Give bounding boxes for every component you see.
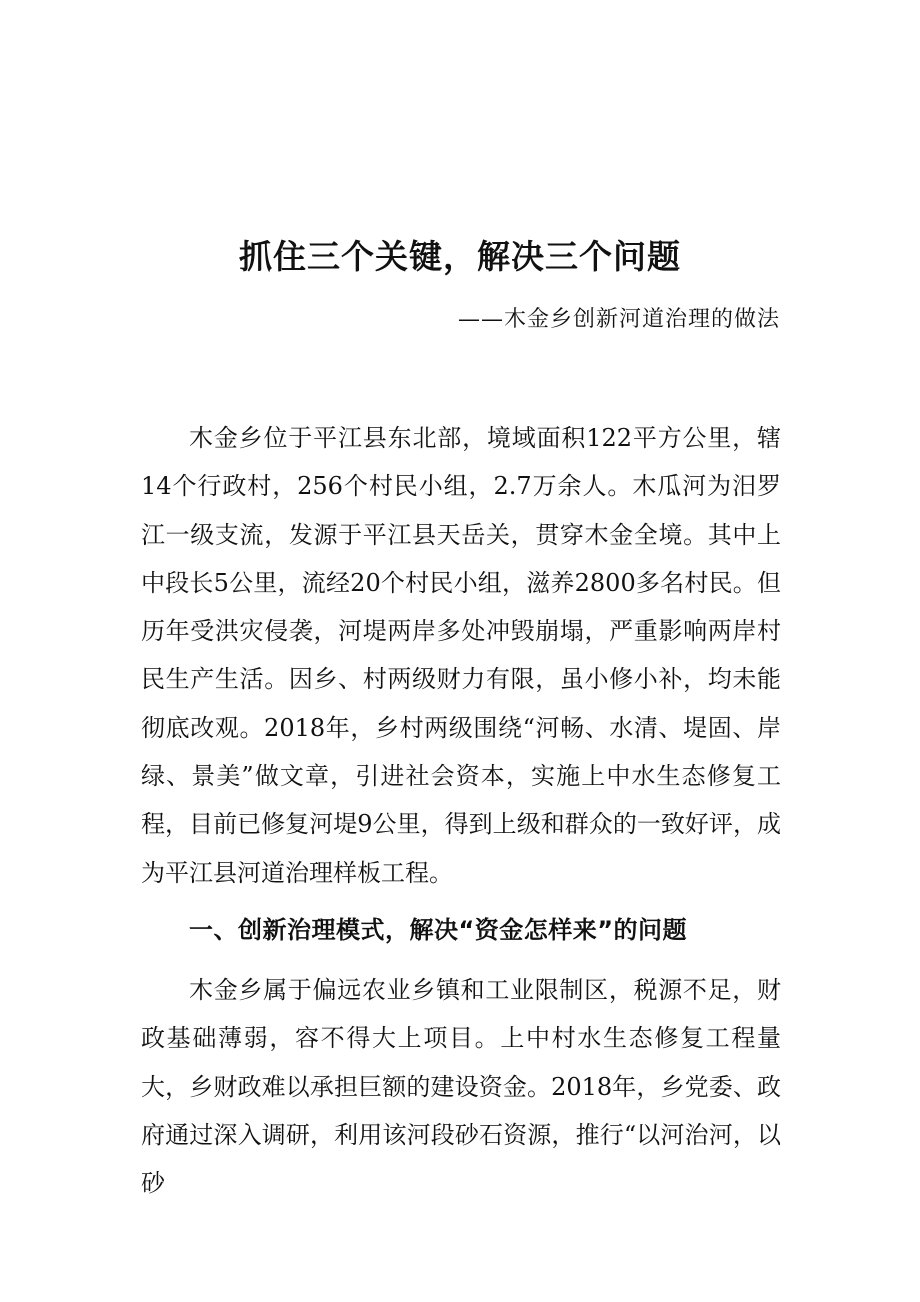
section-heading-1: 一、创新治理模式，解决“资金怎样来”的问题: [189, 916, 688, 944]
paragraph-intro: 木金乡位于平江县东北部，境域面积122平方公里，辖14个行政村，256个村民小组，2.7万余人。木瓜河为汨罗江一级支流，发源于平江县天岳关，贯穿木金全境。其中上中段长5公里，流经20个村民小组，滋养2800多名村民。但历年受洪灾侵袭，河堤两岸多处冲毁崩塌，严重影响两岸村民生产生活。因乡、村两级财力有限，虽小修小补，均未能彻底改观。2018年，乡村两级围绕“河畅、水清、堤固、岸绿、景美”做文章，引进社会资本，实施上中水生态修复工程，目前已修复河堤9公里，得到上级和群众的一致好评，成为平江县河道治理样板工程。: [141, 424, 781, 887]
document-subtitle: ——木金乡创新河道治理的做法: [457, 307, 780, 332]
document-title: 抓住三个关键，解决三个问题: [239, 237, 681, 276]
paragraph-section-1: 木金乡属于偏远农业乡镇和工业限制区，税源不足，财政基础薄弱，容不得大上项目。上中村水生态修复工程量大，乡财政难以承担巨额的建设资金。2018年，乡党委、政府通过深入调研，利用该河段砂石资源，推行“以河治河，以砂: [141, 976, 781, 1198]
